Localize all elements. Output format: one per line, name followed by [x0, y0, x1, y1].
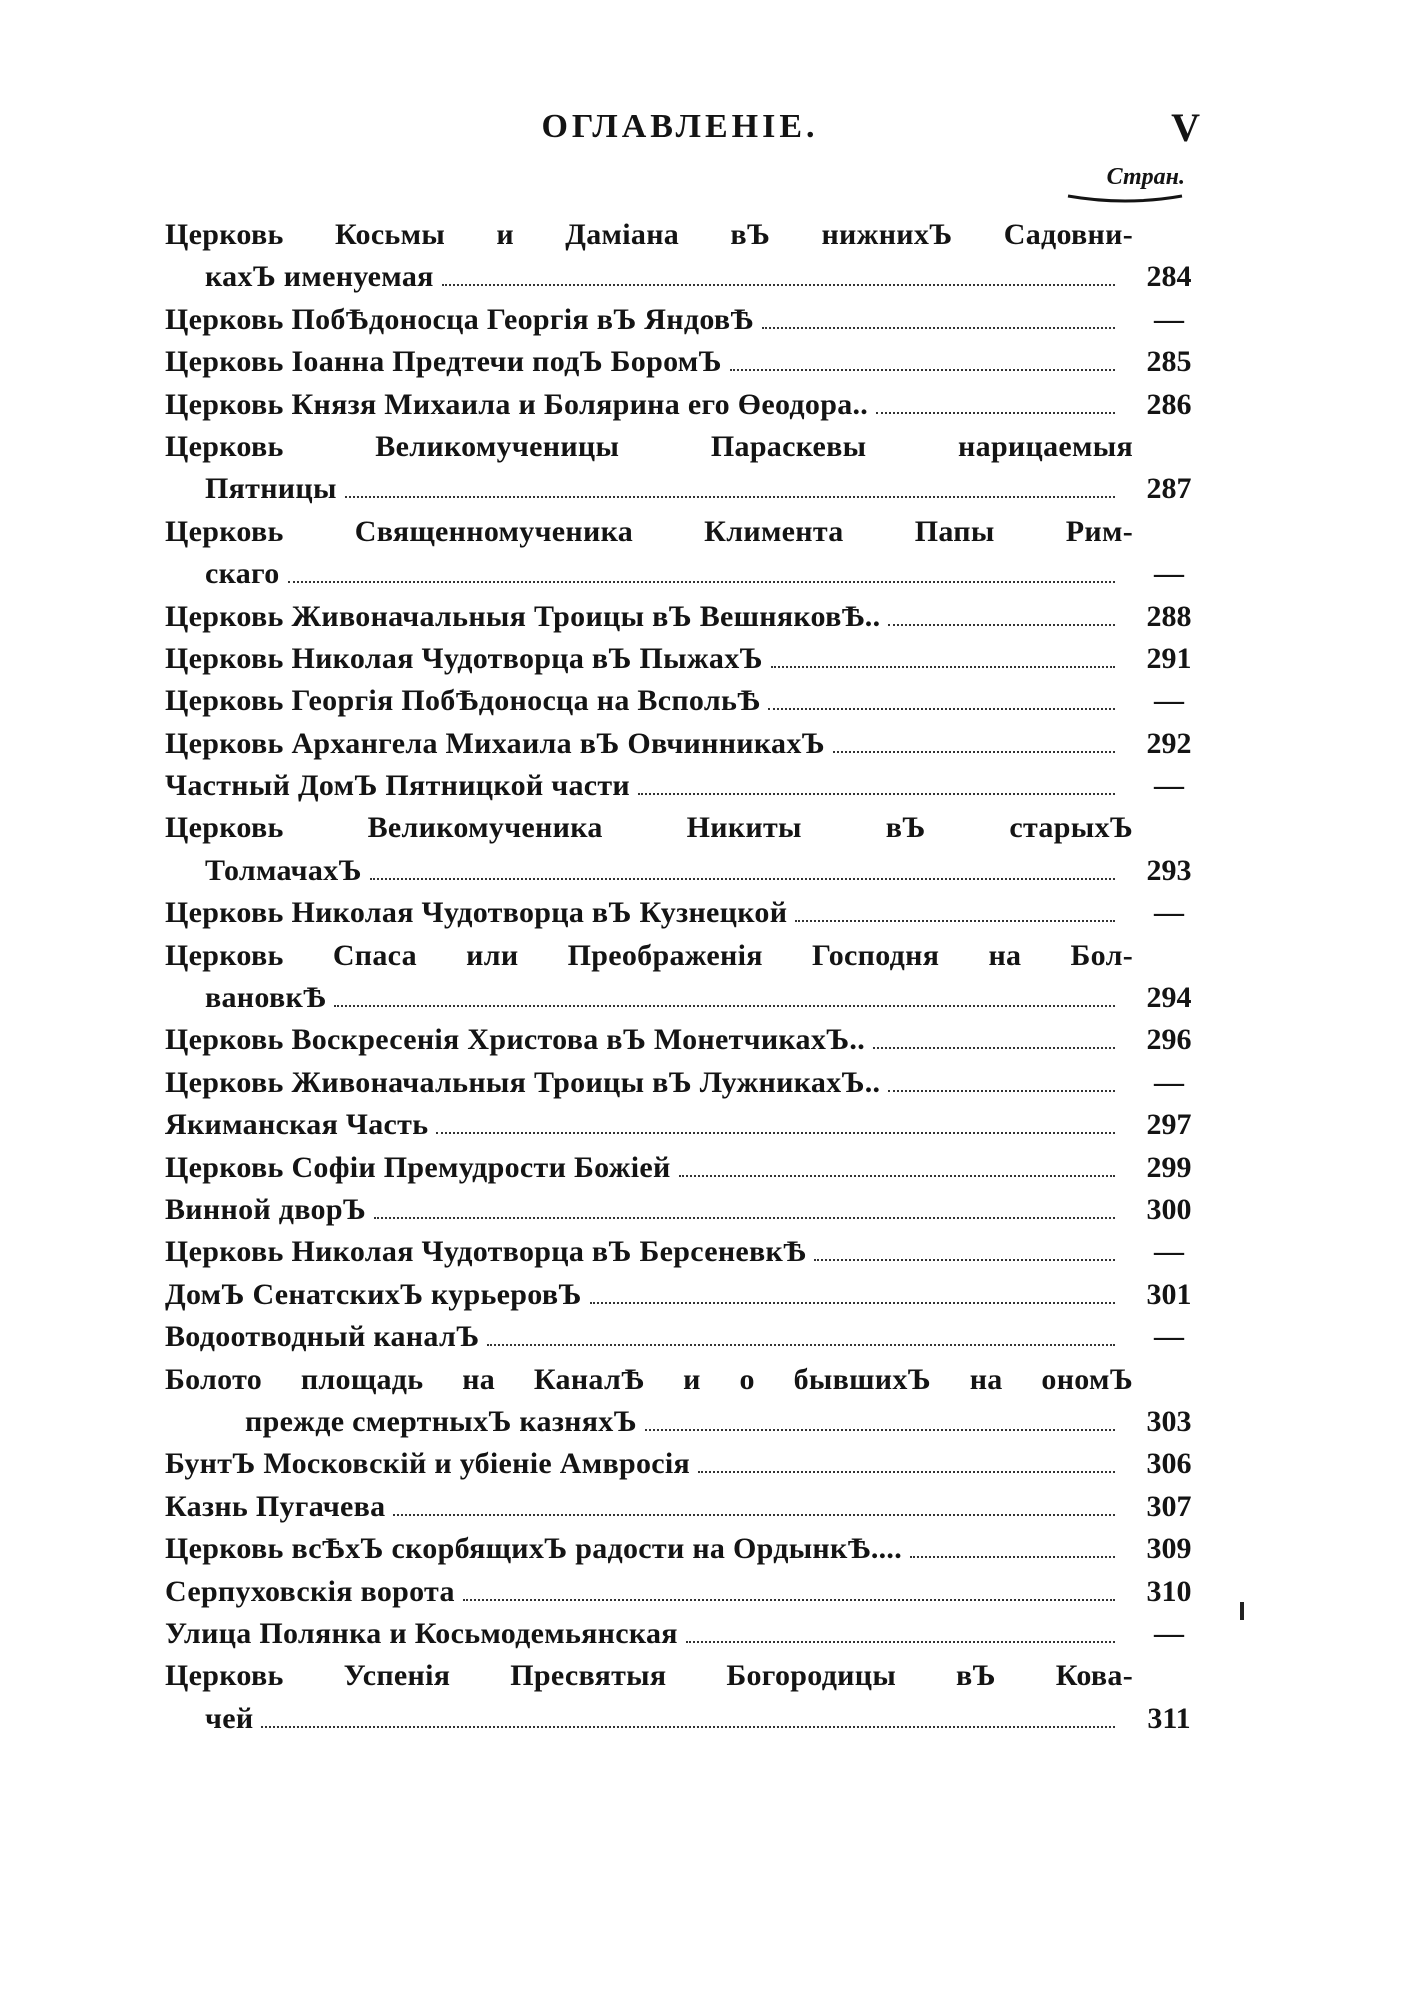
toc-entry-text: скаго [205, 557, 280, 591]
toc-line [165, 680, 1205, 722]
toc-line [165, 1359, 1205, 1401]
toc-page-number: 311 [1147, 1701, 1191, 1735]
dot-leader [487, 1344, 1115, 1346]
toc-line [165, 256, 1205, 298]
toc-page-number: — [1154, 1320, 1184, 1354]
toc-entry [165, 765, 1205, 807]
toc-page-number: 303 [1146, 1404, 1192, 1438]
toc-entry [165, 1613, 1205, 1655]
dot-leader [442, 284, 1115, 286]
toc-line [165, 1698, 1205, 1740]
toc-entry-text: чей [205, 1701, 254, 1735]
toc-entry [165, 341, 1205, 383]
toc-entry-text: Церковь Великомученицы Параскевы нарицаемыя [165, 429, 1133, 463]
toc-entry-text: Церковь Спаса или Преображенія Господня на Бол- [165, 938, 1133, 972]
margin-mark [1240, 1602, 1244, 1620]
dot-leader [833, 751, 1115, 753]
toc-entry-text: Церковь Николая Чудотворца вЪ Кузнецкой [165, 896, 788, 930]
dot-leader [762, 327, 1115, 329]
toc-line [165, 638, 1205, 680]
toc-entry-text: Серпуховскія ворота [165, 1574, 455, 1608]
toc-entry-text: Церковь Успенія Пресвятыя Богородицы вЪ Кова- [165, 1659, 1133, 1693]
toc-entry-text: БунтЪ Московскій и убіеніе Амвросія [165, 1447, 691, 1481]
toc-page-number: — [1154, 769, 1184, 803]
toc-entry [165, 1443, 1205, 1485]
column-label-flourish [1066, 194, 1184, 204]
dot-leader [876, 412, 1115, 414]
toc-entry [165, 596, 1205, 638]
table-of-contents [165, 214, 1205, 1740]
toc-entry [165, 1147, 1205, 1189]
toc-line [165, 468, 1205, 510]
toc-entry [165, 299, 1205, 341]
dot-leader [645, 1429, 1115, 1431]
toc-line [165, 299, 1205, 341]
toc-entry-text: ТолмачахЪ [205, 853, 362, 887]
toc-line [165, 1147, 1205, 1189]
toc-entry-text: прежде смертныхЪ казняхЪ [245, 1404, 637, 1438]
toc-line [165, 511, 1205, 553]
toc-entry-text: Церковь Софіи Премудрости Божіей [165, 1150, 671, 1184]
dot-leader [463, 1599, 1115, 1601]
toc-entry [165, 1571, 1205, 1613]
toc-entry-text: Болото площадь на КаналѢ и о бывшихЪ на ономЪ [165, 1362, 1133, 1396]
toc-page-number: — [1154, 302, 1184, 336]
toc-page-number: — [1154, 1065, 1184, 1099]
page-number: V [1171, 105, 1200, 150]
dot-leader [436, 1132, 1115, 1134]
toc-line [165, 1274, 1205, 1316]
dot-leader [261, 1726, 1115, 1728]
toc-page-number: 287 [1146, 472, 1192, 506]
toc-entry-text: Церковь Великомученика Никиты вЪ старыхЪ [165, 811, 1133, 845]
toc-line [165, 1019, 1205, 1061]
toc-page-number: 300 [1146, 1192, 1192, 1226]
toc-line [165, 1401, 1205, 1443]
dot-leader [370, 878, 1115, 880]
toc-entry [165, 680, 1205, 722]
toc-page-number: 299 [1146, 1150, 1192, 1184]
dot-leader [288, 581, 1115, 583]
toc-entry [165, 1359, 1205, 1444]
toc-entry-text: Улица Полянка и Косьмодемьянская [165, 1616, 678, 1650]
toc-entry [165, 426, 1205, 511]
toc-line [165, 850, 1205, 892]
toc-entry [165, 1231, 1205, 1273]
dot-leader [873, 1047, 1115, 1049]
toc-entry-text: Частный ДомЪ Пятницкой части [165, 769, 631, 803]
toc-page-number: 284 [1146, 260, 1192, 294]
toc-entry-text: Церковь Іоанна Предтечи подЪ БоромЪ [165, 345, 722, 379]
toc-entry [165, 1189, 1205, 1231]
dot-leader [393, 1514, 1115, 1516]
toc-entry-text: Пятницы [205, 472, 337, 506]
toc-entry-text: ДомЪ СенатскихЪ курьеровЪ [165, 1277, 582, 1311]
dot-leader [334, 1005, 1115, 1007]
dot-leader [374, 1217, 1115, 1219]
toc-page-number: — [1154, 1616, 1184, 1650]
toc-entry-text: Церковь Священномученика Климента Папы Рим- [165, 514, 1133, 548]
dot-leader [771, 666, 1115, 668]
toc-entry [165, 1655, 1205, 1740]
toc-entry [165, 1062, 1205, 1104]
dot-leader [814, 1259, 1115, 1261]
toc-page-number: — [1154, 896, 1184, 930]
toc-page-number: — [1154, 684, 1184, 718]
toc-entry [165, 511, 1205, 596]
toc-entry [165, 1019, 1205, 1061]
toc-entry-text: кахЪ именуемая [205, 260, 434, 294]
dot-leader [638, 793, 1115, 795]
toc-page-number: 286 [1146, 387, 1192, 421]
toc-entry-text: Церковь Николая Чудотворца вЪ БерсеневкѢ [165, 1235, 807, 1269]
toc-line [165, 892, 1205, 934]
toc-entry-text: Церковь ПобѢдоносца Георгія вЪ ЯндовѢ [165, 302, 754, 336]
toc-entry [165, 384, 1205, 426]
toc-entry [165, 1104, 1205, 1146]
toc-entry-text: Церковь Живоначальныя Троицы вЪ ВешняковѢ.. [165, 599, 881, 633]
toc-entry [165, 723, 1205, 765]
dot-leader [679, 1175, 1115, 1177]
toc-line [165, 1528, 1205, 1570]
toc-page-number: 285 [1146, 345, 1192, 379]
dot-leader [795, 920, 1115, 922]
toc-page-number: 306 [1146, 1447, 1192, 1481]
toc-entry-text: Церковь Живоначальныя Троицы вЪ ЛужникахЪ.. [165, 1065, 881, 1099]
toc-entry-text: Винной дворЪ [165, 1192, 367, 1226]
toc-entry [165, 807, 1205, 892]
toc-line [165, 596, 1205, 638]
dot-leader [888, 1090, 1115, 1092]
toc-line [165, 214, 1205, 256]
toc-page-number: — [1154, 1235, 1184, 1269]
toc-line [165, 1189, 1205, 1231]
dot-leader [888, 624, 1115, 626]
toc-entry-text: Казнь Пугачева [165, 1489, 386, 1523]
toc-line [165, 1231, 1205, 1273]
toc-page-number: 293 [1146, 853, 1192, 887]
toc-line [165, 1613, 1205, 1655]
dot-leader [686, 1641, 1115, 1643]
toc-entry-text: Церковь Николая Чудотворца вЪ ПыжахЪ [165, 641, 763, 675]
toc-entry-text: Церковь Георгія ПобѢдоносца на ВспольѢ [165, 684, 761, 718]
toc-entry-text: Церковь Князя Михаила и Болярина его Өеодора.. [165, 387, 869, 421]
dot-leader [910, 1556, 1115, 1558]
toc-page-number: 296 [1146, 1023, 1192, 1057]
toc-line [165, 384, 1205, 426]
dot-leader [768, 708, 1115, 710]
toc-page-number: 294 [1146, 981, 1192, 1015]
toc-line [165, 553, 1205, 595]
toc-line [165, 1062, 1205, 1104]
toc-entry-text: Водоотводный каналЪ [165, 1320, 480, 1354]
toc-line [165, 723, 1205, 765]
toc-entry-text: Якиманская Часть [165, 1108, 429, 1142]
toc-entry [165, 1528, 1205, 1570]
toc-line [165, 765, 1205, 807]
toc-page-number: 288 [1146, 599, 1192, 633]
toc-page-number: 291 [1146, 641, 1192, 675]
toc-entry [165, 214, 1205, 299]
toc-page-number: 310 [1146, 1574, 1192, 1608]
dot-leader [590, 1302, 1115, 1304]
toc-entry-text: вановкѢ [205, 981, 327, 1015]
toc-entry [165, 1316, 1205, 1358]
toc-page-number: 309 [1146, 1532, 1192, 1566]
page-header [160, 105, 1200, 168]
toc-line [165, 426, 1205, 468]
toc-page-number: 297 [1146, 1108, 1192, 1142]
dot-leader [345, 496, 1115, 498]
toc-entry [165, 1486, 1205, 1528]
toc-entry-text: Церковь Воскресенія Христова вЪ МонетчикахЪ.. [165, 1023, 866, 1057]
page-column-label: Стран. [1106, 164, 1185, 190]
toc-line [165, 1316, 1205, 1358]
dot-leader [730, 369, 1115, 371]
toc-entry [165, 935, 1205, 1020]
toc-page-number: 292 [1146, 726, 1192, 760]
dot-leader [698, 1471, 1115, 1473]
toc-page-number: 307 [1146, 1489, 1192, 1523]
toc-page-number: 301 [1146, 1277, 1192, 1311]
toc-line [165, 341, 1205, 383]
toc-line [165, 935, 1205, 977]
toc-entry [165, 892, 1205, 934]
toc-entry-text: Церковь Архангела Михаила вЪ ОвчинникахЪ [165, 726, 825, 760]
toc-line [165, 977, 1205, 1019]
toc-line [165, 1571, 1205, 1613]
toc-entry-text: Церковь всѢхЪ скорбящихЪ радости на ОрдынкѢ.... [165, 1532, 903, 1566]
toc-line [165, 1486, 1205, 1528]
toc-page-number: — [1154, 557, 1184, 591]
page-title: ОГЛАВЛЕНІЕ. [541, 108, 819, 145]
toc-entry [165, 638, 1205, 680]
toc-line [165, 807, 1205, 849]
toc-line [165, 1655, 1205, 1697]
toc-line [165, 1443, 1205, 1485]
toc-entry [165, 1274, 1205, 1316]
toc-line [165, 1104, 1205, 1146]
toc-entry-text: Церковь Косьмы и Даміана вЪ нижнихЪ Садовни- [165, 218, 1133, 251]
